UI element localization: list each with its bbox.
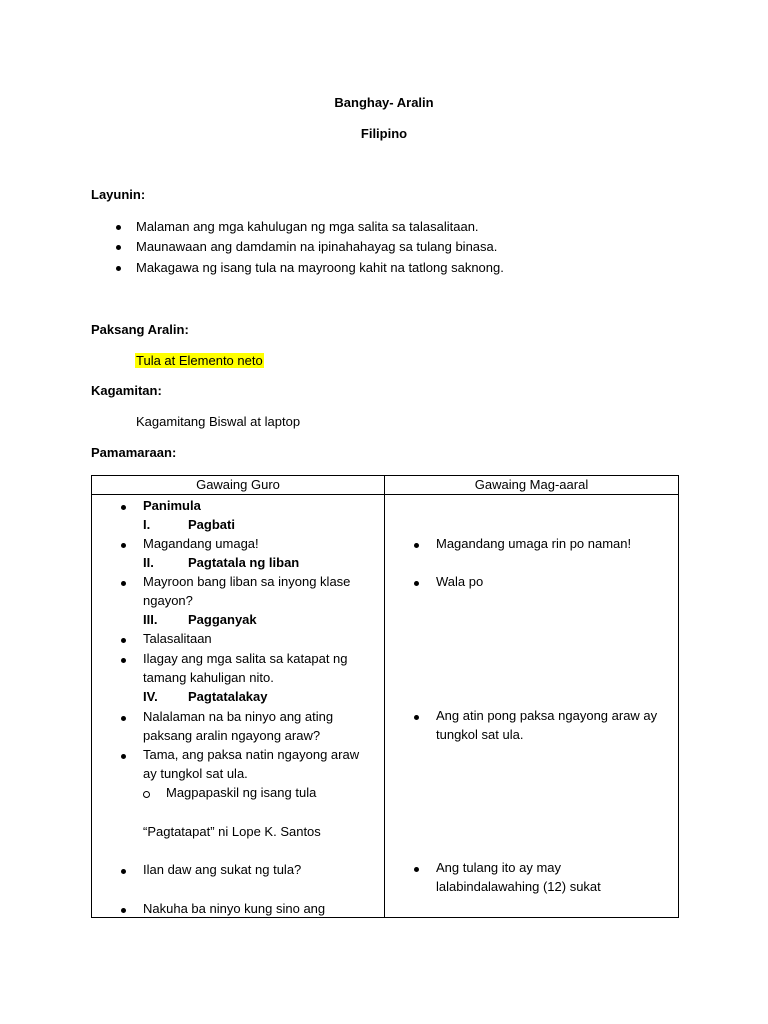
bullet-icon: [121, 869, 126, 874]
circle-bullet-icon: [143, 791, 150, 798]
guro-line: tamang kahuligan nito.: [143, 670, 274, 685]
paksang-aralin-heading: Paksang Aralin:: [91, 322, 189, 337]
guro-line: Nakuha ba ninyo kung sino ang: [143, 901, 326, 916]
bullet-icon: [414, 543, 419, 548]
bullet-icon: [116, 245, 121, 250]
guro-line: Tama, ang paksa natin ngayong araw: [143, 747, 360, 762]
guro-line: “Pagtatapat” ni Lope K. Santos: [143, 824, 321, 839]
bullet-icon: [116, 266, 121, 271]
bullet-icon: [414, 581, 419, 586]
mag-aaral-line: lalabindalawahing (12) sukat: [436, 879, 601, 894]
guro-line: III.: [143, 612, 158, 627]
pamamaraan-heading: Pamamaraan:: [91, 445, 177, 460]
guro-line: I.: [143, 517, 151, 532]
guro-line: Panimula: [143, 498, 201, 513]
document-subject: Filipino: [360, 126, 408, 141]
document-title: Banghay- Aralin: [334, 95, 434, 110]
guro-line: Mayroon bang liban sa inyong klase: [143, 574, 351, 589]
guro-line: Magandang umaga!: [143, 536, 259, 551]
list-item-text: Maunawaan ang damdamin na ipinahahayag sa tulang binasa.: [136, 239, 498, 254]
table-header-row: [92, 476, 679, 495]
paksang-aralin-value: [135, 352, 264, 370]
bullet-icon: [414, 867, 419, 872]
guro-line: Ilagay ang mga salita sa katapat ng: [143, 651, 348, 666]
bullet-icon: [116, 225, 121, 230]
guro-line: Talasalitaan: [143, 631, 212, 646]
kagamitan-value: Kagamitang Biswal at laptop: [136, 414, 301, 429]
lesson-plan-table: [91, 475, 679, 918]
guro-line: Nalalaman na ba ninyo ang ating: [143, 709, 334, 724]
guro-line: paksang aralin ngayong araw?: [143, 728, 321, 743]
mag-aaral-line: Wala po: [436, 574, 484, 589]
guro-line: Magpapaskil ng isang tula: [166, 785, 317, 800]
guro-line: II.: [143, 555, 154, 570]
guro-line: IV.: [143, 689, 158, 704]
bullet-icon: [121, 638, 126, 643]
guro-line: Pagtatalakay: [188, 689, 268, 704]
guro-cell: [92, 495, 385, 918]
guro-line: Ilan daw ang sukat ng tula?: [143, 862, 302, 877]
mag-aaral-line: tungkol sat ula.: [436, 727, 524, 742]
column-header-mag-aaral: Gawaing Mag-aaral: [385, 476, 679, 495]
layunin-heading: Layunin:: [91, 187, 146, 202]
column-header-guro: Gawaing Guro: [92, 476, 385, 495]
guro-line: Pagtatala ng liban: [188, 555, 300, 570]
bullet-icon: [121, 543, 126, 548]
mag-aaral-line: Magandang umaga rin po naman!: [436, 536, 632, 551]
table-row: [92, 495, 679, 918]
bullet-icon: [121, 581, 126, 586]
bullet-icon: [121, 658, 126, 663]
bullet-icon: [414, 715, 419, 720]
bullet-icon: [121, 908, 126, 913]
kagamitan-heading: Kagamitan:: [91, 383, 162, 398]
list-item-text: Malaman ang mga kahulugan ng mga salita sa talasalitaan.: [136, 219, 479, 234]
bullet-icon: [121, 754, 126, 759]
mag-aaral-line: Ang tulang ito ay may: [436, 860, 562, 875]
guro-line: ay tungkol sat ula.: [143, 766, 248, 781]
guro-line: ngayon?: [143, 593, 193, 608]
highlighted-topic: Tula at Elemento neto: [136, 353, 263, 368]
mag-aaral-cell: [385, 495, 679, 918]
bullet-icon: [121, 505, 126, 510]
bullet-icon: [121, 716, 126, 721]
mag-aaral-line: Ang atin pong paksa ngayong araw ay: [436, 708, 658, 723]
guro-line: Pagganyak: [188, 612, 257, 627]
list-item-text: Makagawa ng isang tula na mayroong kahit na tatlong saknong.: [136, 260, 504, 275]
guro-line: Pagbati: [188, 517, 235, 532]
